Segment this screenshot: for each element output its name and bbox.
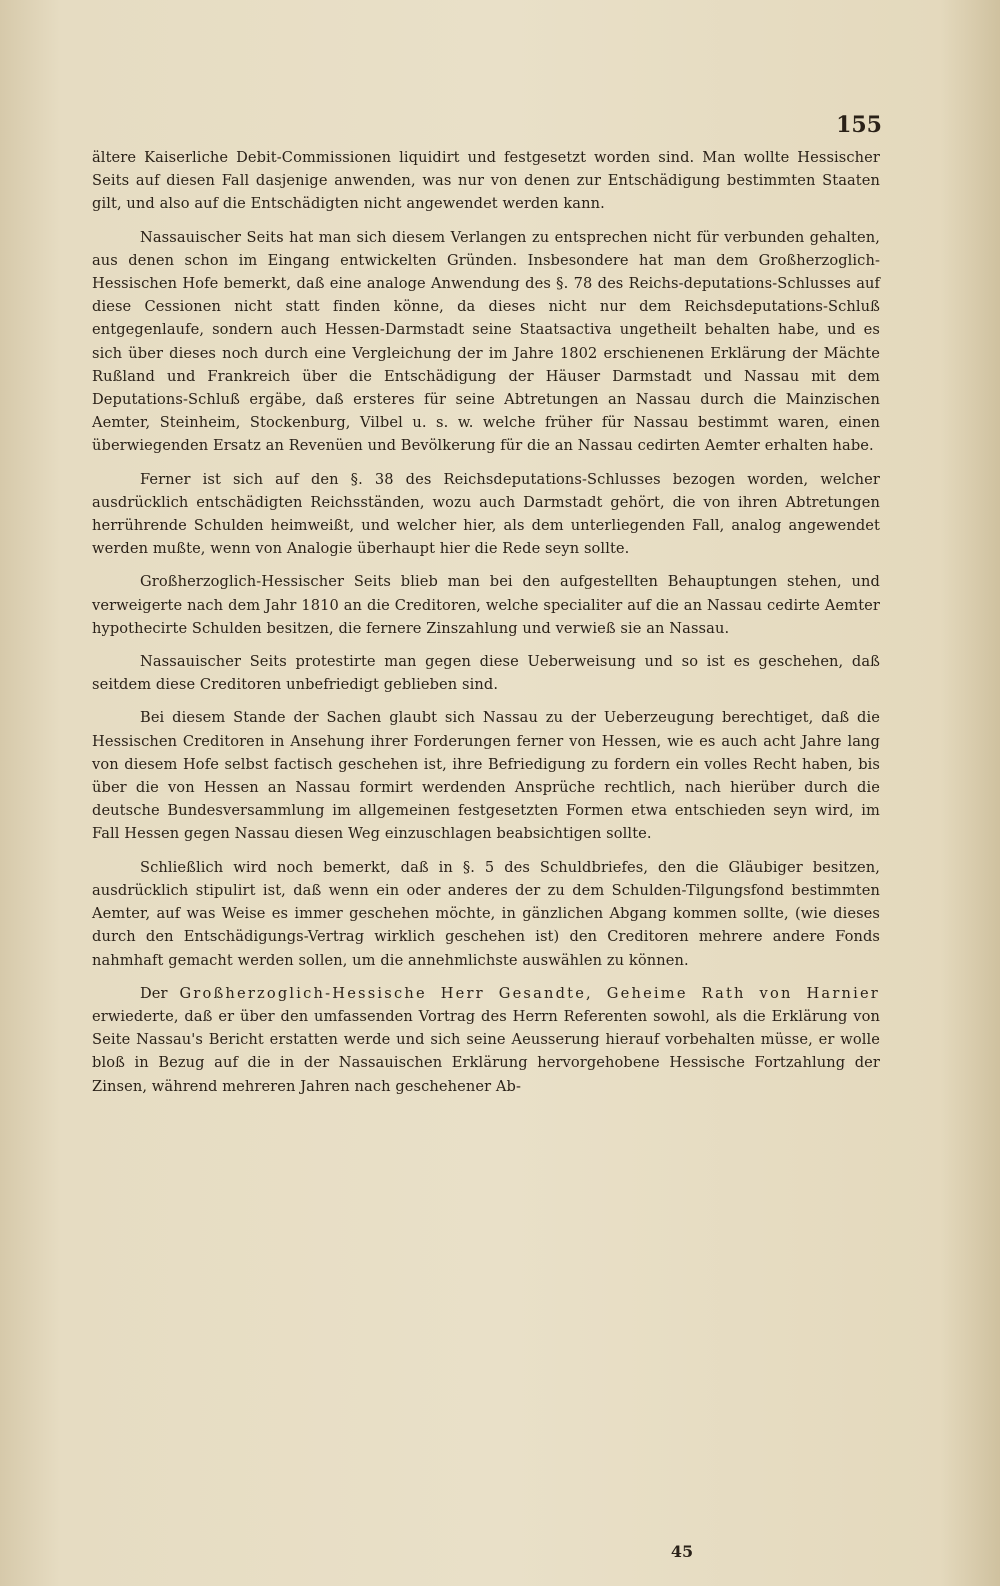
envoy-title: Großherzoglich-Hessische Herr Gesandte, Geheime Rath von Harnier — [179, 984, 880, 1002]
paragraph-8 — [92, 982, 880, 1098]
page-number: 155 — [836, 112, 882, 138]
paragraph-5: Nassauischer Seits protestirte man gegen diese Ueberweisung und so ist es geschehen, daß seitdem diese Creditoren unbefriedigt geblieben sind. — [92, 653, 880, 694]
paragraph-8-rest: erwiederte, daß er über den umfassenden Vortrag des Herrn Referenten sowohl, als die Erklärung von Seite Nassau's Bericht erstatten werde und sich seine Aeusserung hierauf vorbehalten müsse, er wolle bloß in Bezug auf die in der Nassauischen Erklärung hervorgehobene Hessische Fortzahlung der Zinsen, während mehreren Jahren nach geschehener Ab- — [92, 1007, 880, 1095]
paragraph-4: Großherzoglich-Hessischer Seits blieb man bei den aufgestellten Behauptungen stehen, und verweigerte nach dem Jahr 1810 an die Creditoren, welche specialiter auf die an Nassau cedirte Aemter hypothecirte Schulden besitzen, die fernere Zinszahlung und verwieß sie an Nassau. — [92, 573, 880, 637]
paragraph-8-lead: Der — [140, 984, 168, 1002]
paragraph-1: ältere Kaiserliche Debit-Commissionen liquidirt und festgesetzt worden sind. Man wollte Hessischer Seits auf diesen Fall dasjenige anwenden, was nur von denen zur Entschädigung bestimmten Staaten gilt, und also auf die Entschädigten nicht angewendet werden kann. — [92, 149, 880, 213]
signature-mark: 45 — [670, 1542, 694, 1561]
paragraph-6: Bei diesem Stande der Sachen glaubt sich Nassau zu der Ueberzeugung berechtiget, daß die Hessischen Creditoren in Ansehung ihrer Forderungen ferner von Hessen, wie es auch acht Jahre lang von diesem Hofe selbst factisch geschehen ist, ihre Befriedigung zu fordern ein volles Recht haben, bis über die von Hessen an Nassau formirt werdenden Ansprüche rechtlich, nach hierüber durch die deutsche Bundesversammlung im allgemeinen festgesetzten Formen etwa entschieden seyn wird, im Fall Hessen gegen Nassau diesen Weg einzuschlagen beabsichtigen sollte. — [92, 709, 880, 843]
body-text — [92, 146, 880, 1098]
paragraph-3: Ferner ist sich auf den §. 38 des Reichsdeputations-Schlusses bezogen worden, welcher ausdrücklich entschädigten Reichsständen, wozu auch Darmstadt gehört, die von ihren Abtretungen herrührende Schulden heimweißt, und welcher hier, als dem unterliegenden Fall, analog angewendet werden mußte, wenn von Analogie überhaupt hier die Rede seyn sollte. — [92, 470, 880, 558]
paragraph-2: Nassauischer Seits hat man sich diesem Verlangen zu entsprechen nicht für verbunden gehalten, aus denen schon im Eingang entwickelten Gründen. Insbesondere hat man dem Großherzoglich-Hessischen Hofe bemerkt, daß eine analoge Anwendung des §. 78 des Reichs-deputations-Schlusses auf diese Cessionen nicht statt finden könne, da dieses nicht nur dem Reichsdeputations-Schluß entgegenlaufe, sondern auch Hessen-Darmstadt seine Staatsactiva ungetheilt behalten habe, und es sich über dieses noch durch eine Vergleichung der im Jahre 1802 erschienenen Erklärung der Mächte Rußland und Frankreich über die Entschädigung der Häuser Darmstadt und Nassau mit dem Deputations-Schluß ergäbe, daß ersteres für seine Abtretungen an Nassau durch die Mainzischen Aemter, Steinheim, Stockenburg, Vilbel u. s. w. welche früher für Nassau bestimmt waren, einen überwiegenden Ersatz an Revenüen und Bevölkerung für die an Nassau cedirten Aemter erhalten habe. — [92, 228, 880, 455]
paragraph-7: Schließlich wird noch bemerkt, daß in §. 5 des Schuldbriefes, den die Gläubiger besitzen, ausdrücklich stipulirt ist, daß wenn ein oder anderes der zu dem Schulden-Tilgungsfond bestimmten Aemter, auf was Weise es immer geschehen möchte, in gänzlichen Abgang kommen sollte, (wie dieses durch den Entschädigungs-Vertrag wirklich geschehen ist) den Creditoren mehrere andere Fonds nahmhaft gemacht werden sollen, um die annehmlichste auswählen zu können. — [92, 858, 880, 969]
